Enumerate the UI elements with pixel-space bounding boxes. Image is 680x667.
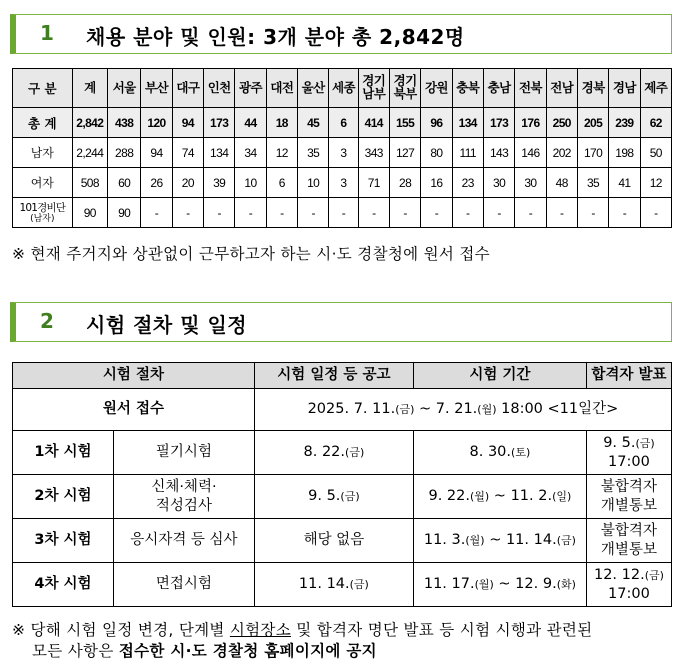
cell-total-7: 45 bbox=[297, 108, 328, 138]
cell-total-18: 62 bbox=[640, 108, 671, 138]
cell-male-13: 143 bbox=[483, 138, 514, 168]
section-2-header bbox=[10, 302, 672, 342]
cell-total-16: 205 bbox=[577, 108, 608, 138]
stage-notice bbox=[254, 475, 413, 519]
stage-notice-date: 9. 5. bbox=[308, 488, 341, 504]
cell-male-4: 134 bbox=[204, 138, 235, 168]
cell-female-2: 26 bbox=[141, 168, 172, 198]
cell-total-8: 6 bbox=[329, 108, 358, 138]
header-col-9-line1: 경기 남부 bbox=[362, 74, 386, 101]
stage-result-line-2: 개별통보 bbox=[600, 541, 657, 558]
header-col-18: 제주 bbox=[640, 69, 671, 108]
schedule-stage-rows bbox=[13, 431, 672, 607]
schedule-header-row bbox=[13, 363, 672, 389]
cell-male-16: 170 bbox=[577, 138, 608, 168]
cell-male-15: 202 bbox=[546, 138, 577, 168]
cell-guard-unit-15: - bbox=[546, 198, 577, 228]
stage-result-date: 12. 12. bbox=[593, 566, 645, 583]
row-label-male: 남자 bbox=[13, 138, 73, 168]
header-col-13: 충남 bbox=[483, 69, 514, 108]
stage-label: 3차 시험 bbox=[13, 519, 114, 563]
cell-male-7: 35 bbox=[297, 138, 328, 168]
cell-male-6: 12 bbox=[266, 138, 297, 168]
recruitment-table-body bbox=[13, 108, 672, 228]
cell-female-10: 28 bbox=[389, 168, 420, 198]
cell-total-6: 18 bbox=[266, 108, 297, 138]
cell-total-15: 250 bbox=[546, 108, 577, 138]
schedule-row-application bbox=[13, 389, 672, 431]
stage-notice bbox=[254, 563, 413, 607]
stage-label: 1차 시험 bbox=[13, 431, 114, 475]
cell-total-3: 94 bbox=[172, 108, 203, 138]
cell-guard-unit-18: - bbox=[640, 198, 671, 228]
stage-period-part-1: (월) bbox=[474, 578, 494, 591]
stage-result-day: (금) bbox=[644, 568, 664, 582]
cell-female-4: 39 bbox=[204, 168, 235, 198]
stage-result-line-1: 불합격자 bbox=[600, 478, 657, 495]
cell-male-1: 288 bbox=[108, 138, 141, 168]
stage-result-date: 9. 5. bbox=[603, 434, 636, 451]
cell-total-10: 155 bbox=[389, 108, 420, 138]
note-residence: ※ 현재 주거지와 상관없이 근무하고자 하는 시·도 경찰청에 원서 접수 bbox=[12, 245, 490, 263]
header-period: 시험 기간 bbox=[413, 363, 586, 389]
cell-guard-unit-6: - bbox=[266, 198, 297, 228]
cell-female-16: 35 bbox=[577, 168, 608, 198]
cell-guard-unit-9: - bbox=[358, 198, 389, 228]
stage-notice-day: (금) bbox=[345, 446, 365, 459]
stage-name: 응시자격 등 심사 bbox=[114, 519, 255, 563]
header-col-6: 대전 bbox=[266, 69, 297, 108]
header-col-5: 광주 bbox=[235, 69, 266, 108]
cell-female-15: 48 bbox=[546, 168, 577, 198]
stage-name: 면접시험 bbox=[114, 563, 255, 607]
cell-guard-unit-17: - bbox=[609, 198, 640, 228]
cell-guard-unit-4: - bbox=[204, 198, 235, 228]
cell-guard-unit-8: - bbox=[329, 198, 358, 228]
stage-period bbox=[413, 475, 586, 519]
cell-total-0: 2,842 bbox=[72, 108, 107, 138]
schedule-table bbox=[12, 362, 672, 607]
stage-period-part-2: ~ 11. 14. bbox=[484, 532, 557, 548]
application-time: 18:00 <11일간> bbox=[496, 401, 619, 417]
cell-female-14: 30 bbox=[515, 168, 546, 198]
cell-guard-unit-11: - bbox=[421, 198, 452, 228]
cell-male-14: 146 bbox=[515, 138, 546, 168]
section-1-number: 1 bbox=[40, 21, 54, 45]
application-start: 2025. 7. 11. bbox=[307, 401, 396, 417]
stage-result bbox=[586, 431, 671, 475]
stage-notice-day: (금) bbox=[349, 578, 369, 591]
note-line1-underlined: 시험장소 bbox=[229, 621, 291, 639]
stage-period bbox=[413, 431, 586, 475]
cell-female-11: 16 bbox=[421, 168, 452, 198]
cell-male-5: 34 bbox=[235, 138, 266, 168]
cell-total-13: 173 bbox=[483, 108, 514, 138]
stage-notice bbox=[254, 519, 413, 563]
cell-total-4: 173 bbox=[204, 108, 235, 138]
row-label-main: 101경비단 bbox=[19, 201, 66, 214]
stage-period-part-0: 9. 22. bbox=[428, 488, 470, 504]
stage-period-part-2: ~ 11. 2. bbox=[489, 488, 553, 504]
cell-male-9: 343 bbox=[358, 138, 389, 168]
recruitment-table bbox=[12, 68, 672, 228]
section-2-number: 2 bbox=[40, 309, 54, 333]
cell-guard-unit-7: - bbox=[297, 198, 328, 228]
header-col-16: 경북 bbox=[577, 69, 608, 108]
cell-guard-unit-0: 90 bbox=[72, 198, 107, 228]
cell-male-10: 127 bbox=[389, 138, 420, 168]
stage-label: 2차 시험 bbox=[13, 475, 114, 519]
cell-guard-unit-14: - bbox=[515, 198, 546, 228]
stage-result-line-1: 불합격자 bbox=[600, 522, 657, 539]
stage-notice-date: 11. 14. bbox=[298, 576, 350, 592]
stage-period-part-1: (월) bbox=[465, 534, 485, 547]
header-col-1: 서울 bbox=[108, 69, 141, 108]
schedule-row-stage-1 bbox=[13, 431, 672, 475]
note-schedule-line-2 bbox=[12, 641, 592, 662]
cell-female-5: 10 bbox=[235, 168, 266, 198]
cell-guard-unit-16: - bbox=[577, 198, 608, 228]
stage-period-part-0: 8. 30. bbox=[469, 444, 512, 460]
note-schedule-line-1 bbox=[12, 620, 592, 641]
row-label-guard-unit bbox=[13, 198, 73, 228]
stage-period bbox=[413, 519, 586, 563]
cell-guard-unit-3: - bbox=[172, 198, 203, 228]
stage-result bbox=[586, 519, 671, 563]
cell-total-17: 239 bbox=[609, 108, 640, 138]
note-schedule bbox=[12, 620, 592, 662]
header-col-0: 계 bbox=[72, 69, 107, 108]
application-period bbox=[254, 389, 671, 431]
cell-guard-unit-1: 90 bbox=[108, 198, 141, 228]
cell-female-13: 30 bbox=[483, 168, 514, 198]
cell-male-8: 3 bbox=[329, 138, 358, 168]
note-line1-text-b: 및 합격자 명단 발표 등 시험 시행과 관련된 bbox=[290, 621, 593, 639]
header-category: 구 분 bbox=[13, 69, 73, 108]
cell-male-11: 80 bbox=[421, 138, 452, 168]
cell-female-0: 508 bbox=[72, 168, 107, 198]
cell-female-18: 12 bbox=[640, 168, 671, 198]
cell-male-12: 111 bbox=[452, 138, 483, 168]
stage-result bbox=[586, 563, 671, 607]
stage-label: 4차 시험 bbox=[13, 563, 114, 607]
cell-guard-unit-13: - bbox=[483, 198, 514, 228]
schedule-row-stage-4 bbox=[13, 563, 672, 607]
stage-period-part-2: ~ 12. 9. bbox=[493, 576, 557, 592]
cell-female-9: 71 bbox=[358, 168, 389, 198]
stage-result bbox=[586, 475, 671, 519]
stage-name: 신체·체력· 적성검사 bbox=[114, 475, 255, 519]
stage-period-part-3: (화) bbox=[556, 578, 576, 591]
header-col-7: 울산 bbox=[297, 69, 328, 108]
cell-female-7: 10 bbox=[297, 168, 328, 198]
cell-male-0: 2,244 bbox=[72, 138, 107, 168]
stage-period-part-3: (금) bbox=[556, 534, 576, 547]
recruitment-table-header-row bbox=[13, 69, 672, 108]
schedule-row-stage-2 bbox=[13, 475, 672, 519]
section-1-header bbox=[10, 14, 672, 54]
cell-total-1: 438 bbox=[108, 108, 141, 138]
stage-period-part-0: 11. 17. bbox=[423, 576, 475, 592]
header-col-8: 세종 bbox=[329, 69, 358, 108]
cell-total-14: 176 bbox=[515, 108, 546, 138]
stage-period-part-0: 11. 3. bbox=[423, 532, 466, 548]
cell-guard-unit-10: - bbox=[389, 198, 420, 228]
cell-male-17: 198 bbox=[609, 138, 640, 168]
stage-period-part-1: (월) bbox=[469, 490, 490, 503]
stage-period-part-3: (일) bbox=[552, 490, 572, 503]
row-label-sub: (남자) bbox=[30, 213, 55, 224]
header-col-10-line1: 경기 북부 bbox=[393, 74, 417, 101]
cell-male-3: 74 bbox=[172, 138, 203, 168]
header-col-11: 강원 bbox=[421, 69, 452, 108]
stage-result-line-1 bbox=[587, 434, 671, 453]
header-col-12: 충북 bbox=[452, 69, 483, 108]
note-line1-text-a: ※ 당해 시험 일정 변경, 단계별 bbox=[12, 621, 230, 639]
recruitment-row-female bbox=[13, 168, 672, 198]
cell-female-1: 60 bbox=[108, 168, 141, 198]
application-end: ~ 7. 21. bbox=[414, 401, 478, 417]
recruitment-row-male bbox=[13, 138, 672, 168]
cell-male-2: 94 bbox=[141, 138, 172, 168]
cell-female-17: 41 bbox=[609, 168, 640, 198]
header-col-17: 경남 bbox=[609, 69, 640, 108]
header-col-10 bbox=[389, 69, 420, 108]
stage-notice bbox=[254, 431, 413, 475]
application-end-day: (월) bbox=[477, 403, 497, 416]
row-label-female: 여자 bbox=[13, 168, 73, 198]
cell-total-5: 44 bbox=[235, 108, 266, 138]
stage-result-day: (금) bbox=[635, 436, 655, 450]
cell-guard-unit-5: - bbox=[235, 198, 266, 228]
application-label: 원서 접수 bbox=[13, 389, 255, 431]
stage-name: 필기시험 bbox=[114, 431, 255, 475]
cell-male-18: 50 bbox=[640, 138, 671, 168]
header-col-3: 대구 bbox=[172, 69, 203, 108]
cell-total-2: 120 bbox=[141, 108, 172, 138]
stage-result-time: 17:00 bbox=[608, 585, 650, 602]
recruitment-row-guard-unit bbox=[13, 198, 672, 228]
header-procedure: 시험 절차 bbox=[13, 363, 255, 389]
stage-notice-date: 해당 없음 bbox=[303, 532, 365, 548]
note-line2-text: 모든 사항은 bbox=[32, 642, 119, 660]
cell-total-9: 414 bbox=[358, 108, 389, 138]
header-col-9 bbox=[358, 69, 389, 108]
cell-female-12: 23 bbox=[452, 168, 483, 198]
header-col-4: 인천 bbox=[204, 69, 235, 108]
recruitment-row-total bbox=[13, 108, 672, 138]
application-start-day: (금) bbox=[395, 403, 415, 416]
stage-notice-date: 8. 22. bbox=[303, 444, 346, 460]
stage-notice-day: (금) bbox=[340, 490, 360, 503]
cell-female-8: 3 bbox=[329, 168, 358, 198]
schedule-row-stage-3 bbox=[13, 519, 672, 563]
header-col-14: 전북 bbox=[515, 69, 546, 108]
header-notice: 시험 일정 등 공고 bbox=[254, 363, 413, 389]
stage-result-line-1 bbox=[587, 566, 671, 585]
stage-result-line-2: 개별통보 bbox=[600, 497, 657, 514]
note-line2-bold: 접수한 시·도 경찰청 홈페이지에 공지 bbox=[118, 642, 377, 660]
row-label-total: 총 계 bbox=[13, 108, 73, 138]
cell-guard-unit-12: - bbox=[452, 198, 483, 228]
stage-period-part-1: (토) bbox=[511, 446, 531, 459]
cell-female-3: 20 bbox=[172, 168, 203, 198]
section-2-title: 시험 절차 및 일정 bbox=[86, 313, 248, 337]
header-result: 합격자 발표 bbox=[586, 363, 671, 389]
stage-period bbox=[413, 563, 586, 607]
section-1-title: 채용 분야 및 인원: 3개 분야 총 2,842명 bbox=[86, 25, 465, 49]
stage-result-time: 17:00 bbox=[608, 453, 650, 470]
cell-guard-unit-2: - bbox=[141, 198, 172, 228]
cell-female-6: 6 bbox=[266, 168, 297, 198]
header-col-2: 부산 bbox=[141, 69, 172, 108]
cell-total-12: 134 bbox=[452, 108, 483, 138]
header-col-15: 전남 bbox=[546, 69, 577, 108]
cell-total-11: 96 bbox=[421, 108, 452, 138]
